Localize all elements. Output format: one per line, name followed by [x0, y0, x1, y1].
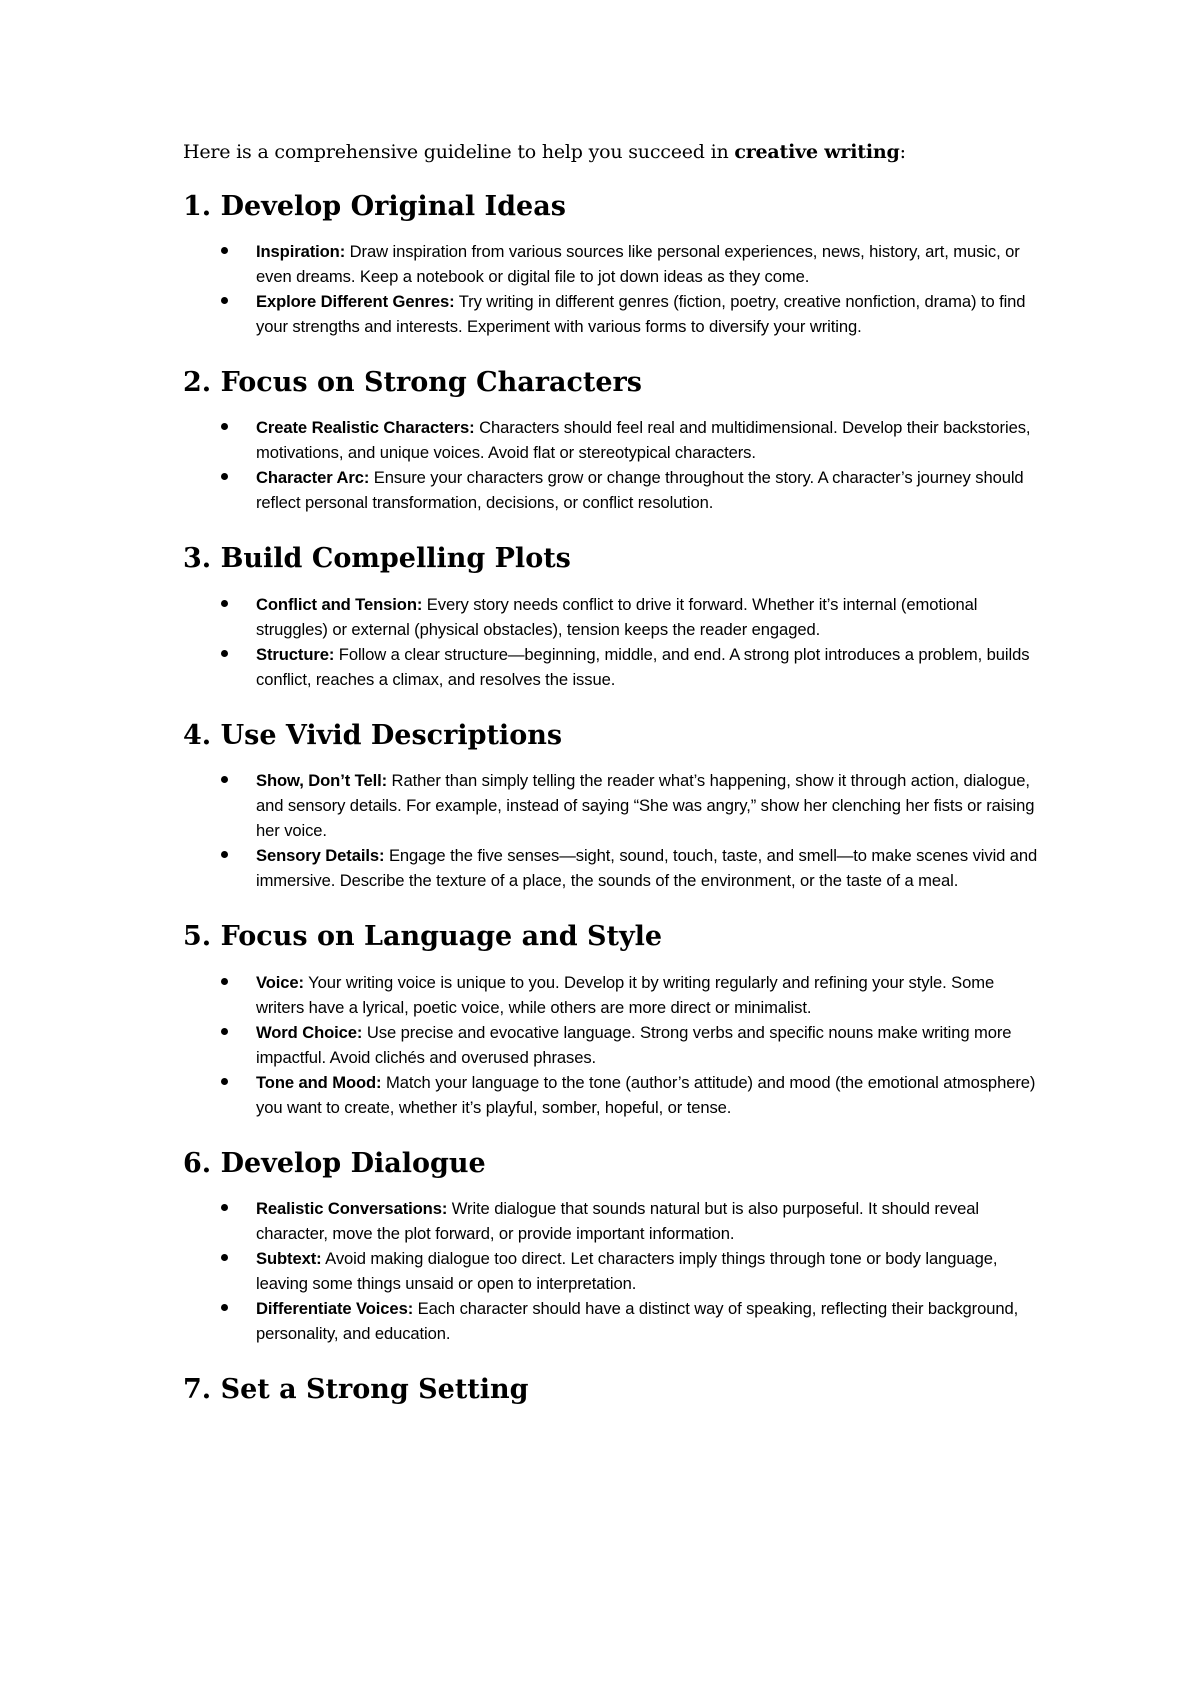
section-heading: 3. Build Compelling Plots [183, 543, 571, 575]
list-item [183, 843, 1043, 893]
list-item [183, 970, 1043, 1020]
list-item-term: Voice: [256, 972, 304, 992]
bullet-icon [221, 1254, 228, 1261]
bullet-icon [221, 650, 228, 657]
intro-paragraph [183, 140, 1043, 165]
list-item [183, 415, 1043, 465]
bullet-icon [221, 776, 228, 783]
section-3 [183, 543, 1043, 691]
list-item-term: Character Arc: [256, 468, 370, 488]
bullet-list [183, 415, 1043, 515]
section-heading: 1. Develop Original Ideas [183, 190, 566, 222]
bullet-list [183, 239, 1043, 339]
list-item-text: Match your language to the tone (author’s attitude) and mood (the emotional atmosphere) you want to create, whether it’s playful, somber, hopeful, or tense. [256, 1072, 1036, 1117]
bullet-icon [221, 297, 228, 304]
list-item [183, 289, 1043, 339]
list-item-term: Structure: [256, 644, 335, 664]
bullet-icon [221, 423, 228, 430]
list-item [183, 1070, 1043, 1120]
section-6 [183, 1148, 1043, 1346]
list-item-text: Avoid making dialogue too direct. Let characters imply things through tone or body language, leaving some things unsaid or open to interpretation. [256, 1249, 998, 1294]
list-item-text: Write dialogue that sounds natural but is also purposeful. It should reveal character, move the plot forward, or provide important information. [256, 1199, 979, 1244]
list-item-term: Explore Different Genres: [256, 292, 455, 312]
bullet-list [183, 970, 1043, 1120]
list-item-text: Draw inspiration from various sources like personal experiences, news, history, art, music, or even dreams. Keep a notebook or digital file to jot down ideas as they come. [256, 242, 1020, 287]
list-item-term: Differentiate Voices: [256, 1299, 414, 1319]
section-heading: 4. Use Vivid Descriptions [183, 719, 563, 751]
list-item [183, 642, 1043, 692]
bullet-list [183, 768, 1043, 893]
section-5 [183, 921, 1043, 1119]
list-item [183, 1196, 1043, 1246]
bullet-icon [221, 247, 228, 254]
section-heading: 2. Focus on Strong Characters [183, 367, 642, 399]
list-item-term: Create Realistic Characters: [256, 418, 475, 438]
list-item-term: Subtext: [256, 1249, 322, 1269]
bullet-icon [221, 978, 228, 985]
bullet-icon [221, 1028, 228, 1035]
document-page [183, 140, 1043, 1422]
intro-emphasis: creative writing [734, 141, 900, 163]
list-item-text: Engage the five senses—sight, sound, touch, taste, and smell—to make scenes vivid and immersive. Describe the texture of a place, the sounds of the environment, or the taste of a meal. [256, 846, 1038, 891]
list-item-text: Rather than simply telling the reader what’s happening, show it through action, dialogue, and sensory details. For example, instead of saying “She was angry,” show her clenching her fists or raising her voice. [256, 771, 1035, 841]
bullet-list [183, 1196, 1043, 1346]
intro-prefix: Here is a comprehensive guideline to help you succeed in [183, 141, 735, 163]
section-1 [183, 191, 1043, 339]
list-item-text: Follow a clear structure—beginning, middle, and end. A strong plot introduces a problem, builds conflict, reaches a climax, and resolves the issue. [256, 644, 1030, 689]
list-item [183, 465, 1043, 515]
bullet-list [183, 592, 1043, 692]
list-item [183, 1296, 1043, 1346]
list-item-text: Use precise and evocative language. Strong verbs and specific nouns make writing more impactful. Avoid clichés and overused phrases. [256, 1022, 1012, 1067]
section-heading: 6. Develop Dialogue [183, 1147, 486, 1179]
section-heading: 5. Focus on Language and Style [183, 921, 663, 953]
bullet-icon [221, 1078, 228, 1085]
bullet-icon [221, 473, 228, 480]
list-item-text: Each character should have a distinct way of speaking, reflecting their background, personality, and education. [256, 1299, 1019, 1344]
list-item-text: Try writing in different genres (fiction, poetry, creative nonfiction, drama) to find your strengths and interests. Experiment with various forms to diversify your writing. [256, 292, 1026, 337]
list-item [183, 768, 1043, 843]
list-item [183, 239, 1043, 289]
list-item-term: Word Choice: [256, 1022, 363, 1042]
sections-container [183, 191, 1043, 1407]
section-2 [183, 367, 1043, 515]
section-4 [183, 720, 1043, 893]
list-item [183, 1020, 1043, 1070]
list-item-text: Characters should feel real and multidimensional. Develop their backstories, motivations, and unique voices. Avoid flat or stereotypical characters. [256, 418, 1031, 463]
list-item-text: Every story needs conflict to drive it forward. Whether it’s internal (emotional struggles) or external (physical obstacles), tension keeps the reader engaged. [256, 594, 978, 639]
list-item-term: Show, Don’t Tell: [256, 771, 388, 791]
bullet-icon [221, 1304, 228, 1311]
intro-suffix: : [899, 141, 906, 163]
bullet-icon [221, 1204, 228, 1211]
section-heading: 7. Set a Strong Setting [183, 1374, 529, 1406]
list-item-term: Conflict and Tension: [256, 594, 423, 614]
list-item-term: Sensory Details: [256, 846, 385, 866]
list-item-term: Realistic Conversations: [256, 1199, 448, 1219]
bullet-icon [221, 600, 228, 607]
section-7 [183, 1374, 1043, 1406]
list-item [183, 1246, 1043, 1296]
list-item-term: Tone and Mood: [256, 1072, 382, 1092]
list-item-text: Your writing voice is unique to you. Develop it by writing regularly and refining your style. Some writers have a lyrical, poetic voice, while others are more direct or minimalist. [256, 972, 995, 1017]
list-item [183, 592, 1043, 642]
list-item-term: Inspiration: [256, 242, 346, 262]
bullet-icon [221, 851, 228, 858]
list-item-text: Ensure your characters grow or change throughout the story. A character’s journey should reflect personal transformation, decisions, or conflict resolution. [256, 468, 1024, 513]
